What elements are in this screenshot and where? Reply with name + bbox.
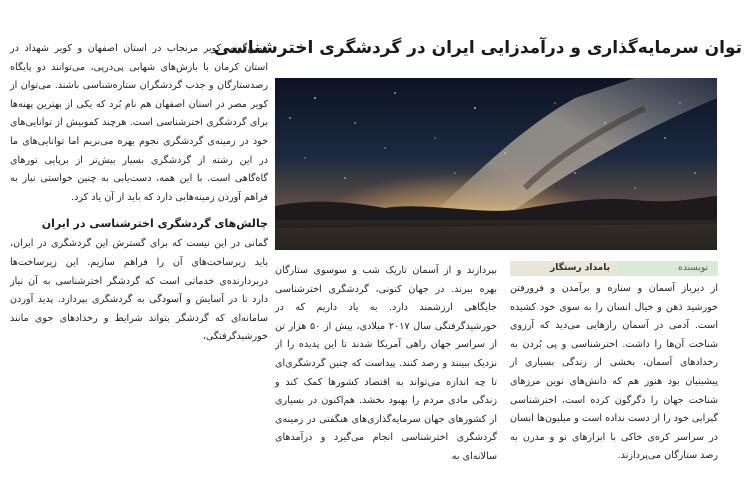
author-name: بامداد رستگار — [510, 261, 618, 276]
left-column-subheading: چالش‌های گردشگری اخترشناسی در ایران — [41, 217, 268, 231]
right-column — [510, 280, 718, 500]
author-bar — [510, 261, 718, 276]
left-column-paragraph-2: گمانی در این نیست که برای گسترش این گردشگری در ایران، باید زیرساخت‌های آن را فراهم سازیم. این زیرساخت‌ها دربردارنده‌ی خدماتی است که گردشگر اخترشناسی به آن نیاز دارد تا در آسایش و آسودگی به گردشگری بپردازد. پدید آوردن سامانه‌ای که گردشگر بتواند شرایط و رخدادهای جوی مانند خورشیدگرفتگی، — [10, 238, 268, 343]
article-headline: توان سرمایه‌گذاری و درآمدزایی ایران در گردشگری اخترشناسی — [213, 38, 742, 58]
milky-way-photo — [275, 78, 717, 250]
left-column-paragraph-1: همین‌گونه، کویر مرنجاب در استان اصفهان و کویر شهداد در استان کرمان با بارش‌های شهابی پی‌درپی، می‌توانند دو پایگاه رصدستارگان و جذب گردشگران ستاره‌شناسی باشند. می‌توان از کویر مصر در استان اصفهان هم نام بُرد که یکی از بهترین پهنه‌ها برای گردشگری اخترشناسی است. هرچند کموبیش از توانایی‌های خود در زمینه‌ی گردشگری نجوم بهره می‌بریم اما توانایی‌های ما در این رشته از گردشگری بسیار بیش‌تر از برپایی تورهای گاه‌گاهی است. با این همه، دست‌یابی به چنین خواستی نیاز به فراهم آوردن زمینه‌هایی دارد که باید از آن یاد کرد. — [10, 43, 268, 203]
right-column-paragraph: از دیرباز آسمان و ستاره و برآمدن و فرورفتن خورشید ذهن و خیال انسان را به سوی خود کشیده است. آدمی در آسمان رازهایی می‌دید که آرزوی شناخت آن‌ها را داشت. اخترشناسی و پی بُردن به رخدادهای آسمان، بخشی از زندگی بسیاری از پیشینیان بود هنوز هم که دانش‌های نوین مرزهای شناخت جهان را دگرگون کرده است، اخترشناسی گیرایی خود را از دست نداده است و میلیون‌ها انسان در سراسر کره‌ی خاکی با ابزارهای نو و مدرن به رصد ستارگان می‌پردازند. — [510, 283, 718, 462]
middle-column-paragraph: بپردازند و از آسمان تاریک شب و سوسوی ستارگان بهره ببرند. در جهان کنونی، گردشگری اخترشناسی جایگاهی ارزشمند دارد. به یاد داریم که در خورشیدگرفتگی سال ۲۰۱۷ میلادی، بیش از ۵۰ هزار تن از سراسر جهان راهی آمریکا شدند تا این پدیده را از نزدیک ببینند و رصد کنند. پیداست که چنین گردشگری‌ای تا چه اندازه می‌تواند به اقتصاد کشورها کمک کند و زندگی مادی مردم را بهبود بخشد. هم‌اکنون در بسیاری از کشورهای جهان سرمایه‌گذاری‌های هنگفتی در زمینه‌ی گردشگری اخترشناسی انجام می‌گیرد و درآمدهای سالانه‌ای به — [275, 265, 497, 462]
left-column — [10, 40, 268, 500]
middle-column — [275, 262, 497, 500]
author-label: نویسنده — [618, 261, 718, 276]
